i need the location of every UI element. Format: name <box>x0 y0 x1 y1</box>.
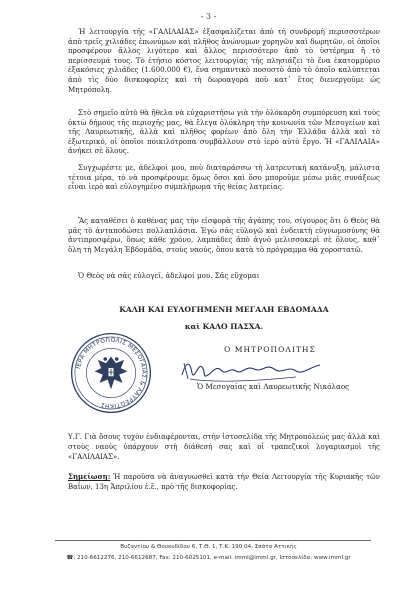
note-text: Ἡ παροῦσα νὰ ἀναγνωσθεῖ κατὰ τὴν Θεία Λειτουργία τῆς Κυριακῆς τῶν Βαΐων, 13η Ἀπριλίου ἐ.ἔ., πρὸ τῆς δισκοφορίας. <box>68 473 380 492</box>
paragraph-offering <box>68 216 380 254</box>
paragraph-text: Ἂς καταθέσει ὁ καθένας μας τὴν εἰσφορὰ τῆς ἀγάπης του, σίγουρος ὅτι ὁ Θεὸς θὰ μᾶς τὸ ἀνταποδώσει πολλαπλάσια. Ἐγὼ σᾶς εὐλογῶ καὶ ἐνδεικτὴ εὐγνωμοσύνης θὰ ἀντιπροσφέρω, ὅπως κάθε χρόνο, λαμπάδες ἀπὸ ἁγνὸ μελισσοκερὶ σὲ ὅλους, καθ᾽ ὅλη τὴ Μεγάλη Ἑβδομάδα, στοὺς ναούς, ὅπου κατὰ τὸ πρόγραμμα θὰ χοροστατῶ. <box>68 216 380 254</box>
footer-address: Βυζαντίου & Θουκυδίδου 6, Τ.Θ. 1, Τ.Κ. 190 04, Σπάτα Αττικής <box>120 544 297 550</box>
note-label: Σημείωση: <box>68 472 111 481</box>
paragraph-text: Ὁ Θεὸς νὰ σᾶς εὐλογεῖ, ἀδελφοί μου. Σᾶς εὔχομαι <box>78 271 260 280</box>
paragraph-text: Στὸ σημεῖο αὐτὸ θὰ ἤθελα νὰ εὐχαριστήσω γιὰ τὴν ὁλόκαρδη συμπόρευση καὶ τοὺς ὀκτὼ δήμους τῆς περιοχῆς μας, θὰ ἔλεγα ὁλόκληρη τὴν κοινωνία τῶν Μεσογείων καὶ τῆς Λαυρεωτικῆς, ἀλλὰ καὶ πλῆθος φορέων ἀπὸ ὅλη τὴν Ἑλλάδα ἀλλὰ καὶ τὸ ἐξωτερικό, οἱ ὁποῖοι ποικιλότροπα συμβάλλουν στὸ ἱερὸ αὐτὸ ἔργο. Ἡ «ΓΑΛΙΛΑΙΑ» ἀνήκει σὲ ὅλους. <box>68 108 380 156</box>
double-eagle-icon <box>95 357 128 390</box>
signer-name: Ὁ Μεσογαίας καὶ Λαυρεωτικῆς Νικόλαος <box>197 382 350 391</box>
paragraph-blessing <box>68 271 380 281</box>
paragraph-text: Συγχωρέστε με, ἀδελφοί μου, ποὺ διαταράσσω τὴ λατρευτικὴ κατάνυξη, μάλιστα τέτοια μέρα, τὸ νὰ προσφέρουμε ὅμως ὅσοι καὶ ὅσο μποροῦμε μέσω μιᾶς συνάξεως εἶναι ἱερὸ καὶ εὐλογημένο συμπλήρωμα τῆς θείας λατρείας. <box>68 163 380 192</box>
postscript: Υ.Γ. Γιὰ ὅσους τυχὸν ἐνδιαφέρονται, στὴν ἱστοσελίδα τῆς Μητροπόλεώς μας ἀλλὰ καὶ στοὺς ναοὺς ὑπάρχουν στὴ διάθεσή σας καὶ οἱ τραπεζικοὶ λογαριασμοὶ τῆς «ΓΑΛΙΛΑΙΑΣ». <box>68 433 380 462</box>
paragraph-galilaia-funding <box>68 27 380 94</box>
paragraph-apology <box>68 163 380 192</box>
metropolis-seal <box>70 332 152 414</box>
footer-divider <box>55 540 371 541</box>
paragraph-text: Ή λειτουργία τῆς «ΓΑΛΙΛΑΙΑΣ» ἐξασφαλίζεται ἀπὸ τὴ συνδρομὴ περισσοτέρων ἀπὸ τρεῖς χιλιάδες ἐπωνύμων καὶ πλῆθος ἀνώνυμων χορηγῶν καὶ δωρητῶν, οἱ ὁποῖοι προσφέρουν ἄλλος λιγότερο καὶ ἄλλος περισσότερο ἀπὸ τὸ ὑστέρημα ἢ τὸ περίσσευμά τους. Τὸ ἐτήσιο κόστος λειτουργίας τῆς πλησιάζει τὸ ἕνα ἑκατομμύριο ἑξακόσιες χιλιάδες (1.600.000 €), ἕνα σημαντικὸ ποσοστὸ ἀπὸ τὸ ὁποῖο καλύπτεται ἀπὸ τὶς δύο δισκοφορίες καὶ τὴ δωροαγορὰ ποὺ κατ᾽ ἔτος διενεργοῦμε ὡς Μητρόπολη. <box>68 27 380 94</box>
greeting-heading: ΚΑΛΗ ΚΑΙ ΕΥΛΟΓΗΜΕΝΗ ΜΕΓΑΛΗ ΕΒΔΟΜΑΔΑ <box>119 305 329 314</box>
footer-contacts: ☎: 210-6612276, 210-6612687, Fax: 210-6025101, e-mail: imml@imml.gr, Ιστοσελίδα: www.imml.gr <box>66 555 351 561</box>
note <box>68 472 380 492</box>
paragraph-thanks <box>68 108 380 156</box>
svg-text:ΙΕΡΑ ΜΗΤΡΟΠΟΛΙΣ ΜΕΣΟΓΑΙΑΣ & ΛΑ: ΙΕΡΑ ΜΗΤΡΟΠΟΛΙΣ ΜΕΣΟΓΑΙΑΣ & ΛΑΥΡΕΩΤΙΚΗΣ <box>76 337 147 409</box>
metropolitan-title: Ο ΜΗΤΡΟΠΟΛΙΤΗΣ <box>224 345 316 354</box>
page-number: - 3 - <box>200 12 217 21</box>
greeting-subheading: καὶ ΚΑΛΟ ΠΑΣΧΑ. <box>184 322 264 331</box>
